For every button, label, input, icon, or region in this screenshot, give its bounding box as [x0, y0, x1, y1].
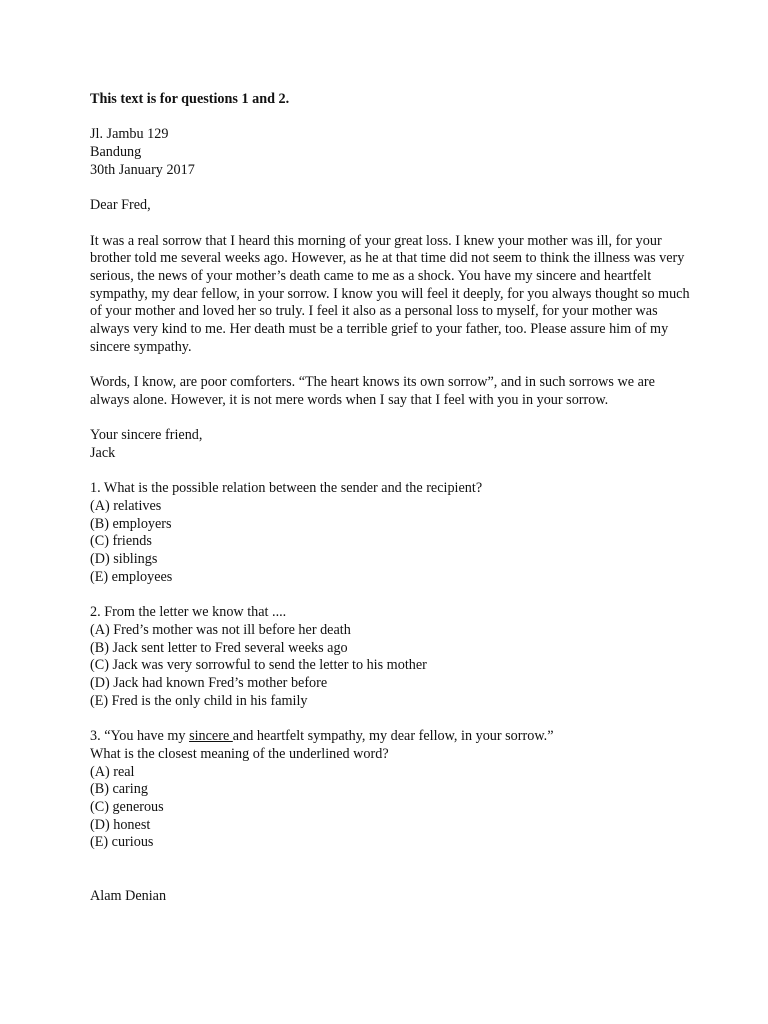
answer-option: (B) caring [90, 781, 148, 798]
answer-option: (B) employers [90, 515, 172, 532]
answer-option: (A) real [90, 763, 135, 780]
answer-option: (B) Jack sent letter to Fred several weeks ago [90, 639, 348, 656]
letter-line: of your mother and loved her so truly. I feel it also as a personal loss to myself, for your mother was [90, 303, 658, 320]
address-line: Jl. Jambu 129 [90, 126, 169, 143]
question-text: 2. From the letter we know that .... [90, 604, 287, 621]
letter-line: sincere sympathy. [90, 338, 192, 355]
letter-salutation: Dear Fred, [90, 197, 151, 214]
quote-end: and heartfelt sympathy, my dear fellow, in your sorrow.” [232, 728, 554, 745]
document-author: Alam Denian [90, 887, 167, 904]
letter [90, 126, 690, 462]
letter-line: Words, I know, are poor comforters. “The heart knows its own sorrow”, and in such sorrows we are [90, 374, 655, 391]
answer-option: (D) Jack had known Fred’s mother before [90, 675, 328, 692]
letter-line: sympathy, my dear fellow, in your sorrow. I know you will feel it deeply, for you always thought so much [90, 285, 690, 302]
document-heading: This text is for questions 1 and 2. [90, 91, 290, 107]
question-text: What is the closest meaning of the underlined word? [90, 745, 389, 762]
letter-date: 30th January 2017 [90, 161, 195, 178]
question-1 [90, 480, 690, 586]
answer-option: (D) honest [90, 816, 151, 833]
letter-paragraph-1 [90, 233, 690, 357]
answer-option: (C) generous [90, 799, 164, 815]
answer-option: (E) curious [90, 834, 154, 851]
quote-start: 3. “You have my [90, 728, 190, 745]
letter-line: serious, the news of your mother’s death came to me as a shock. You have my sincere and heartfelt [90, 267, 652, 284]
address-city: Bandung [90, 144, 142, 161]
answer-option: (E) employees [90, 568, 173, 585]
letter-line: It was a real sorrow that I heard this morning of your great loss. I knew your mother was ill, for your [90, 232, 662, 249]
letter-line: always alone. However, it is not mere words when I say that I feel with you in your sorrow. [90, 391, 609, 408]
answer-option: (D) siblings [90, 551, 158, 568]
document-page [90, 91, 690, 905]
underlined-word: sincere [189, 728, 233, 745]
question-text: 1. What is the possible relation between the sender and the recipient? [90, 480, 483, 497]
question-quote [90, 728, 690, 746]
answer-option: (A) Fred’s mother was not ill before her death [90, 621, 351, 638]
letter-paragraph-2 [90, 374, 690, 409]
letter-line: always very kind to me. Her death must be a terrible grief to your father, too. Please assure him of my [90, 321, 669, 338]
question-3 [90, 728, 690, 852]
answer-option: (C) friends [90, 533, 152, 550]
answer-option: (A) relatives [90, 498, 162, 515]
letter-closing: Your sincere friend, [90, 427, 203, 444]
answer-option: (C) Jack was very sorrowful to send the letter to his mother [90, 657, 427, 674]
letter-line: brother told me several weeks ago. However, as he at that time did not seem to think the illness was very [90, 250, 685, 267]
answer-option: (E) Fred is the only child in his family [90, 692, 308, 709]
letter-signature: Jack [90, 444, 116, 461]
question-2 [90, 604, 690, 710]
sender-address [90, 126, 690, 179]
